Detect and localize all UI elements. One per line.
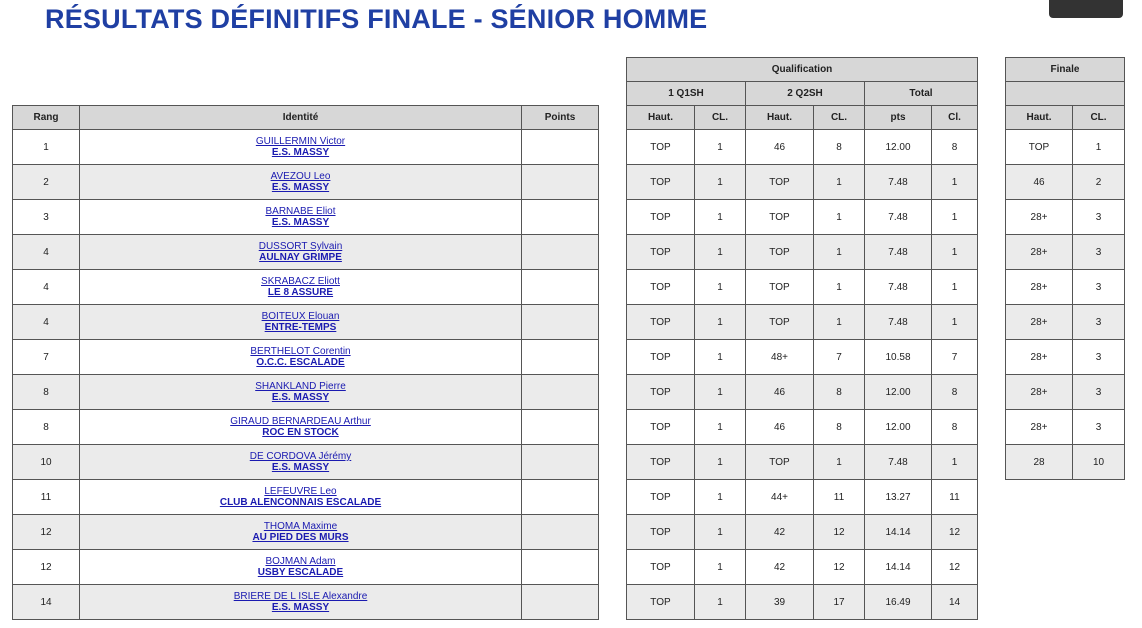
athlete-name-link[interactable]: DUSSORT Sylvain [258,241,343,252]
rank-cell: 10 [13,445,80,480]
table-row [1006,270,1125,305]
q2-rank-cell: 1 [814,235,865,270]
q2-rank-cell: 12 [814,550,865,585]
column-header-identite: Identité [80,106,522,130]
q2-height-cell: 46 [746,375,814,410]
table-row [1006,375,1125,410]
club-name-link[interactable]: E.S. MASSY [271,147,330,158]
rank-cell: 4 [13,270,80,305]
identity-cell [80,340,522,375]
q2-height-cell: TOP [746,235,814,270]
q2-rank-cell: 8 [814,375,865,410]
final-height-cell: 28+ [1006,410,1073,445]
q1-rank-cell: 1 [695,445,746,480]
table-row [13,375,599,410]
identity-cell [80,130,522,165]
final-rank-cell: 3 [1073,305,1125,340]
q1-rank-cell: 1 [695,270,746,305]
points-cell [522,340,599,375]
q1-rank-cell: 1 [695,200,746,235]
table-row [627,235,978,270]
q1-rank-cell: 1 [695,305,746,340]
rank-cell: 4 [13,305,80,340]
q1-height-cell: TOP [627,445,695,480]
final-height-cell: 28+ [1006,270,1073,305]
q2-height-cell: 44+ [746,480,814,515]
athlete-name-link[interactable]: BARNABE Eliot [265,206,336,217]
q2-rank-cell: 17 [814,585,865,620]
table-row [627,165,978,200]
table-row [13,130,599,165]
club-name-link[interactable]: AU PIED DES MURS [252,532,349,543]
finale-table [1005,57,1125,480]
identity-cell [80,550,522,585]
identity-cell [80,585,522,620]
points-cell [522,445,599,480]
table-row [13,340,599,375]
rank-cell: 8 [13,375,80,410]
club-name-link[interactable]: USBY ESCALADE [257,567,344,578]
qualification-table [626,57,978,620]
column-header-final-cl: CL. [1073,106,1125,130]
total-points-cell: 12.00 [865,375,932,410]
club-name-link[interactable]: ROC EN STOCK [262,427,339,438]
table-row [1006,410,1125,445]
q2-height-cell: TOP [746,305,814,340]
q1-rank-cell: 1 [695,410,746,445]
identity-cell [80,515,522,550]
total-points-cell: 7.48 [865,305,932,340]
q2-rank-cell: 1 [814,305,865,340]
q2-height-cell: TOP [746,270,814,305]
club-name-link[interactable]: E.S. MASSY [271,462,330,473]
total-points-cell: 7.48 [865,445,932,480]
points-cell [522,480,599,515]
points-cell [522,585,599,620]
q2-rank-cell: 7 [814,340,865,375]
final-rank-cell: 3 [1073,410,1125,445]
ranking-table [12,105,599,620]
identity-cell [80,305,522,340]
q1-rank-cell: 1 [695,515,746,550]
table-row [13,235,599,270]
round-1-header: 1 Q1SH [627,82,746,106]
q1-rank-cell: 1 [695,480,746,515]
total-points-cell: 12.00 [865,410,932,445]
qualification-header: Qualification [627,58,978,82]
rank-cell: 2 [13,165,80,200]
total-rank-cell: 14 [932,585,978,620]
column-header-q1-cl: CL. [695,106,746,130]
column-header-final-haut: Haut. [1006,106,1073,130]
athlete-name-link[interactable]: BRIERE DE L ISLE Alexandre [233,591,368,602]
table-row [13,515,599,550]
q2-height-cell: 42 [746,515,814,550]
total-rank-cell: 1 [932,165,978,200]
points-cell [522,235,599,270]
q2-height-cell: 42 [746,550,814,585]
q2-height-cell: TOP [746,165,814,200]
rank-cell: 14 [13,585,80,620]
column-header-pts: pts [865,106,932,130]
rank-cell: 1 [13,130,80,165]
final-rank-cell: 3 [1073,200,1125,235]
table-row [1006,235,1125,270]
round-2-header: 2 Q2SH [746,82,865,106]
total-points-cell: 14.14 [865,515,932,550]
table-row [627,410,978,445]
club-name-link[interactable]: O.C.C. ESCALADE [256,357,345,368]
table-row [13,305,599,340]
total-rank-cell: 12 [932,550,978,585]
q1-height-cell: TOP [627,375,695,410]
final-height-cell: 28 [1006,445,1073,480]
q1-rank-cell: 1 [695,235,746,270]
final-rank-cell: 10 [1073,445,1125,480]
final-rank-cell: 3 [1073,375,1125,410]
q2-rank-cell: 1 [814,270,865,305]
rank-cell: 12 [13,550,80,585]
rank-cell: 7 [13,340,80,375]
q1-rank-cell: 1 [695,550,746,585]
table-row [627,550,978,585]
points-cell [522,130,599,165]
q1-height-cell: TOP [627,515,695,550]
q1-rank-cell: 1 [695,165,746,200]
column-header-rang: Rang [13,106,80,130]
points-cell [522,375,599,410]
athlete-name-link[interactable]: DE CORDOVA Jérémy [249,451,352,462]
points-cell [522,165,599,200]
table-row [627,375,978,410]
rank-cell: 11 [13,480,80,515]
table-row [1006,165,1125,200]
final-height-cell: 28+ [1006,340,1073,375]
identity-cell [80,200,522,235]
q2-height-cell: 48+ [746,340,814,375]
athlete-name-link[interactable]: GIRAUD BERNARDEAU Arthur [230,416,371,427]
total-rank-cell: 8 [932,410,978,445]
total-points-cell: 7.48 [865,235,932,270]
q1-height-cell: TOP [627,410,695,445]
total-points-cell: 7.48 [865,270,932,305]
points-cell [522,410,599,445]
table-row [13,200,599,235]
q2-rank-cell: 1 [814,165,865,200]
table-row [13,270,599,305]
athlete-name-link[interactable]: THOMA Maxime [263,521,338,532]
final-rank-cell: 3 [1073,235,1125,270]
table-row [627,305,978,340]
athlete-name-link[interactable]: BERTHELOT Corentin [250,346,351,357]
table-row [1006,340,1125,375]
total-points-cell: 10.58 [865,340,932,375]
column-header-q2-cl: CL. [814,106,865,130]
total-points-cell: 7.48 [865,165,932,200]
points-cell [522,550,599,585]
points-cell [522,200,599,235]
total-rank-cell: 8 [932,375,978,410]
identity-cell [80,235,522,270]
total-rank-cell: 1 [932,235,978,270]
total-rank-cell: 12 [932,515,978,550]
final-rank-cell: 1 [1073,130,1125,165]
total-points-cell: 13.27 [865,480,932,515]
athlete-name-link[interactable]: SHANKLAND Pierre [255,381,346,392]
final-height-cell: 28+ [1006,235,1073,270]
athlete-name-link[interactable]: AVEZOU Leo [270,171,331,182]
points-cell [522,270,599,305]
table-row [1006,200,1125,235]
total-rank-cell: 8 [932,130,978,165]
identity-cell [80,410,522,445]
athlete-name-link[interactable]: BOJMAN Adam [265,556,336,567]
q1-rank-cell: 1 [695,340,746,375]
identity-cell [80,165,522,200]
rank-cell: 12 [13,515,80,550]
q2-height-cell: 39 [746,585,814,620]
club-name-link[interactable]: E.S. MASSY [271,217,330,228]
table-row [13,445,599,480]
table-row [627,585,978,620]
athlete-name-link[interactable]: SKRABACZ Eliott [261,276,340,287]
q2-height-cell: 46 [746,410,814,445]
table-row [627,480,978,515]
total-points-cell: 12.00 [865,130,932,165]
total-points-cell: 14.14 [865,550,932,585]
q2-height-cell: TOP [746,445,814,480]
table-row [627,200,978,235]
q2-height-cell: 46 [746,130,814,165]
club-name-link[interactable]: E.S. MASSY [271,602,330,613]
table-row [627,340,978,375]
athlete-name-link[interactable]: BOITEUX Elouan [261,311,340,322]
q2-rank-cell: 11 [814,480,865,515]
table-row [1006,445,1125,480]
q2-rank-cell: 1 [814,445,865,480]
total-rank-cell: 1 [932,305,978,340]
finale-header: Finale [1006,58,1125,82]
total-points-cell: 16.49 [865,585,932,620]
q1-height-cell: TOP [627,340,695,375]
total-rank-cell: 11 [932,480,978,515]
q2-rank-cell: 12 [814,515,865,550]
page-title: RÉSULTATS DÉFINITIFS FINALE - SÉNIOR HOMME [45,4,708,34]
q2-rank-cell: 8 [814,410,865,445]
column-header-q2-haut: Haut. [746,106,814,130]
q1-height-cell: TOP [627,235,695,270]
final-height-cell: 28+ [1006,305,1073,340]
total-rank-cell: 1 [932,200,978,235]
table-row [13,550,599,585]
club-name-link[interactable]: E.S. MASSY [271,182,330,193]
club-name-link[interactable]: E.S. MASSY [271,392,330,403]
table-row [627,445,978,480]
q1-height-cell: TOP [627,550,695,585]
q1-height-cell: TOP [627,305,695,340]
table-row [13,410,599,445]
table-row [627,270,978,305]
rank-cell: 8 [13,410,80,445]
final-rank-cell: 3 [1073,270,1125,305]
total-rank-cell: 1 [932,445,978,480]
points-cell [522,515,599,550]
column-header-points: Points [522,106,599,130]
final-height-cell: TOP [1006,130,1073,165]
total-header: Total [865,82,978,106]
q1-height-cell: TOP [627,200,695,235]
total-rank-cell: 1 [932,270,978,305]
column-header-total-cl: Cl. [932,106,978,130]
club-name-link[interactable]: CLUB ALENCONNAIS ESCALADE [219,497,382,508]
q1-height-cell: TOP [627,270,695,305]
athlete-name-link[interactable]: LEFEUVRE Leo [264,486,337,497]
table-row [627,515,978,550]
identity-cell [80,375,522,410]
club-name-link[interactable]: LE 8 ASSURE [267,287,334,298]
top-right-button[interactable] [1049,0,1123,18]
table-row [1006,130,1125,165]
q1-height-cell: TOP [627,165,695,200]
table-row [13,480,599,515]
table-row [13,585,599,620]
table-row [13,165,599,200]
q1-rank-cell: 1 [695,130,746,165]
q2-height-cell: TOP [746,200,814,235]
q1-height-cell: TOP [627,585,695,620]
final-rank-cell: 2 [1073,165,1125,200]
q1-height-cell: TOP [627,130,695,165]
rank-cell: 3 [13,200,80,235]
table-row [1006,305,1125,340]
column-header-q1-haut: Haut. [627,106,695,130]
q1-height-cell: TOP [627,480,695,515]
table-row [627,130,978,165]
q1-rank-cell: 1 [695,585,746,620]
finale-subheader-blank [1006,82,1125,106]
final-height-cell: 28+ [1006,375,1073,410]
q1-rank-cell: 1 [695,375,746,410]
identity-cell [80,480,522,515]
points-cell [522,305,599,340]
final-height-cell: 28+ [1006,200,1073,235]
club-name-link[interactable]: AULNAY GRIMPE [259,252,342,263]
final-height-cell: 46 [1006,165,1073,200]
total-points-cell: 7.48 [865,200,932,235]
athlete-name-link[interactable]: GUILLERMIN Victor [255,136,346,147]
final-rank-cell: 3 [1073,340,1125,375]
club-name-link[interactable]: ENTRE-TEMPS [264,322,337,333]
identity-cell [80,445,522,480]
q2-rank-cell: 1 [814,200,865,235]
identity-cell [80,270,522,305]
q2-rank-cell: 8 [814,130,865,165]
rank-cell: 4 [13,235,80,270]
total-rank-cell: 7 [932,340,978,375]
